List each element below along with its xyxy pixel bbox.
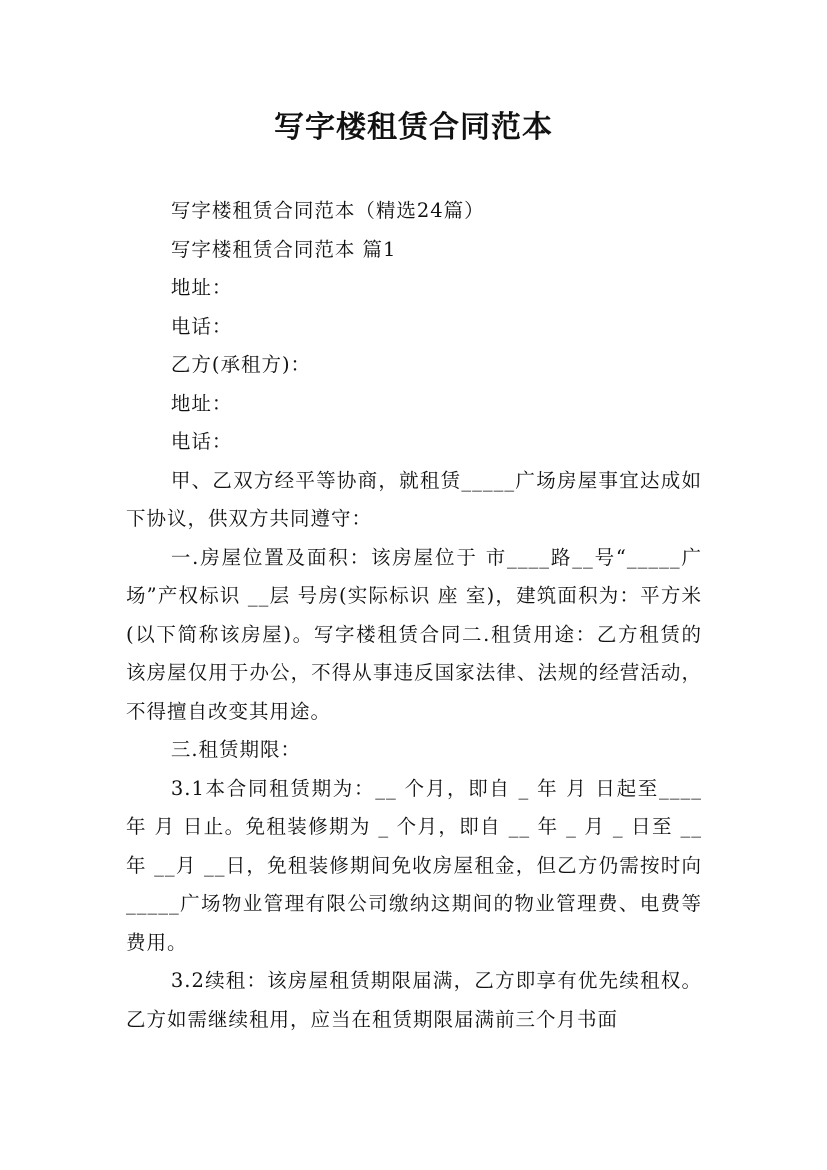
paragraph: 电话： [170, 314, 233, 338]
paragraph: 一.房屋位置及面积：该房屋位于 市____路__号“_____广场”产权标识 __层 号房(实际标识 座 室)，建筑面积为：平方米(以下简称该房屋)。写字楼租赁合同二.租赁用途：乙方租赁的该房屋仅用于办公，不得从事违反国家法律、法规的经营活动，不得擅自改变其用途。 [126, 545, 702, 723]
paragraph: 甲、乙双方经平等协商，就租赁_____广场房屋事宜达成如下协议，供双方共同遵守： [126, 468, 702, 530]
paragraph: 乙方(承租方)： [170, 353, 312, 376]
paragraph: 写字楼租赁合同范本 篇1 [170, 237, 397, 261]
document-body [126, 192, 702, 1039]
paragraph: 三.租赁期限： [170, 738, 302, 761]
paragraph: 3.1本合同租赁期为：__ 个月，即自 _ 年 月 日起至____年 月 日止。免租装修期为 _ 个月，即自 __ 年 _ 月 _ 日至 __ 年 __月 __日，免租装修期间免收房屋租金，但乙方仍需按时向_____广场物业管理有限公司缴纳这期间的物业管理费、电费等费用。 [126, 776, 702, 954]
document-title: 写字楼租赁合同范本 [274, 110, 553, 145]
paragraph: 写字楼租赁合同范本（精选24篇） [170, 199, 485, 222]
paragraph: 地址： [170, 391, 233, 415]
paragraph: 电话： [170, 430, 233, 453]
paragraph: 地址： [170, 276, 233, 299]
paragraph: 3.2续租：该房屋租赁期限届满，乙方即享有优先续租权。乙方如需继续租用，应当在租赁期限届满前三个月书面 [126, 969, 702, 1031]
